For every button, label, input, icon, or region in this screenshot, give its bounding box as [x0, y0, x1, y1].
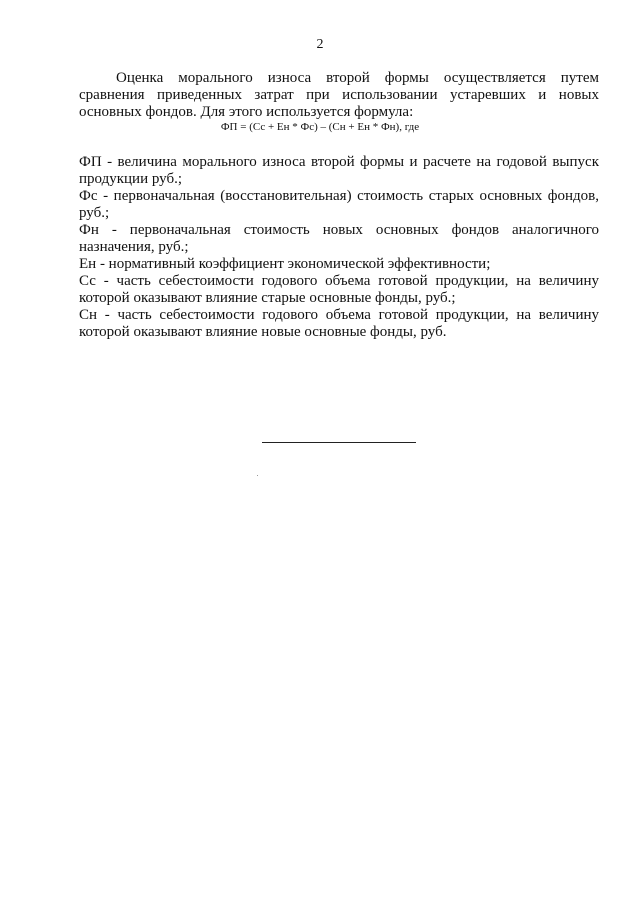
definition-fs: Фс - первоначальная (восстановительная) стоимость старых основных фондов, руб.; [79, 188, 599, 221]
intro-paragraph: Оценка морального износа второй формы осуществляется путем сравнения приведенных затрат при использовании устаревших и новых основных фондов. Для этого используется формула: [79, 70, 599, 120]
definitions-list [79, 154, 599, 341]
definition-en: Ен - нормативный коэффициент экономической эффективности; [79, 256, 491, 272]
intro-section [79, 70, 599, 121]
definition-sn: Сн - часть себестоимости годового объема готовой продукции, на величину которой оказывают влияние новые основные фонды, руб. [79, 307, 599, 340]
separator-line [262, 442, 416, 443]
definition-fp: ФП - величина морального износа второй формы и расчете на годовой выпуск продукции руб.; [79, 154, 599, 187]
definition-fn: Фн - первоначальная стоимость новых основных фондов аналогичного назначения, руб.; [79, 222, 599, 255]
formula: ФП = (Сс + Ен * Фс) – (Сн + Ен * Фн), где [220, 121, 420, 133]
definition-ss: Сс - часть себестоимости годового объема готовой продукции, на величину которой оказывают влияние старые основные фонды, руб.; [79, 273, 599, 306]
page-number: 2 [316, 37, 324, 52]
scan-speck [257, 475, 258, 476]
